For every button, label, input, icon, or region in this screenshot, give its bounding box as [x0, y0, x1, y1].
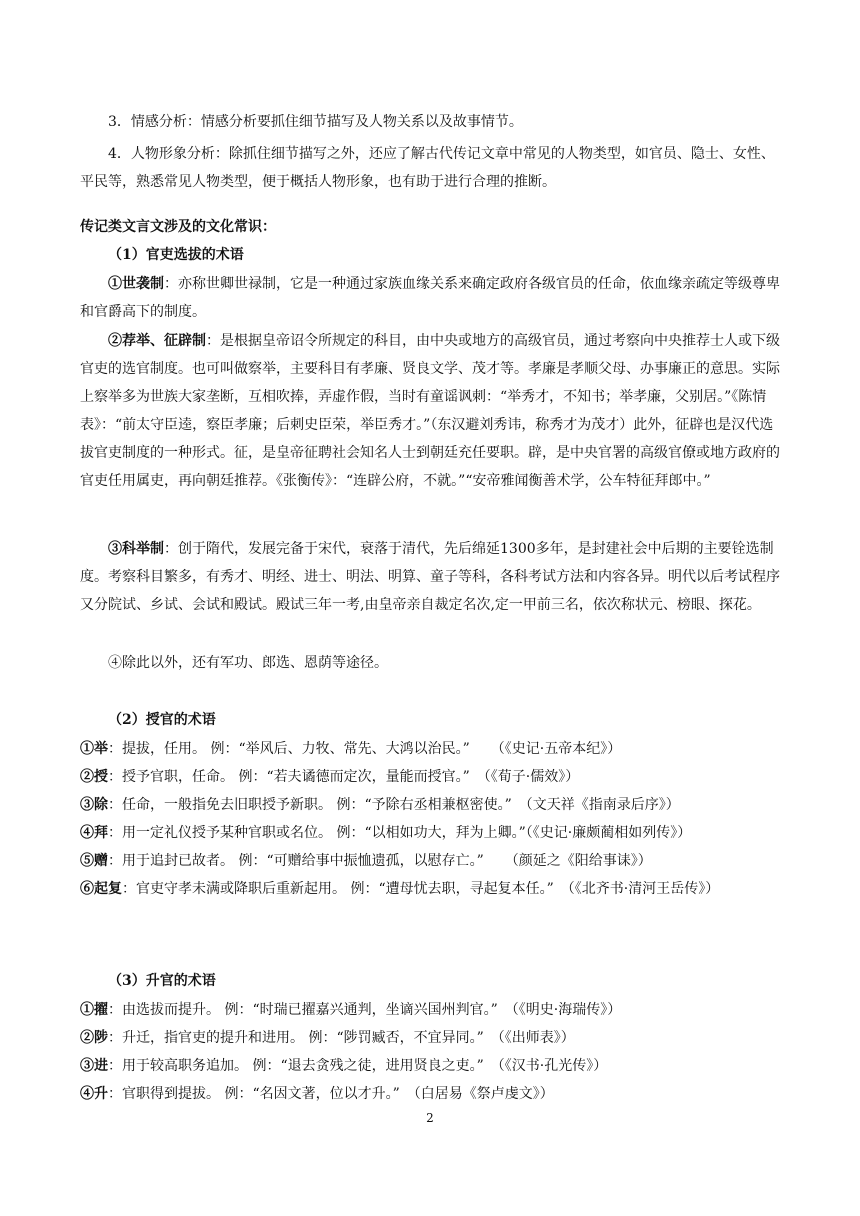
term-label: ②荐举、征辟制 [108, 333, 206, 349]
term-text: ：提拔，任用。 例：“举风后、力牧、常先、大鸿以治民。” （《史记·五帝本纪》） [108, 741, 622, 757]
section3-item-3 [80, 1052, 786, 1080]
term-text: ：亦称世卿世禄制，它是一种通过家族血缘关系来确定政府各级官员的任命，依血缘亲疏定等级尊卑和官爵高下的制度。 [80, 276, 780, 320]
term-text: ：创于隋代，发展完备于宋代，衰落于清代，先后绵延1300多年，是封建社会中后期的主要铨选制度。考察科目繁多，有秀才、明经、进士、明法、明算、童子等科，各科考试方法和内容各异。明代以后考试程序又分院试、乡试、会试和殿试。殿试三年一考,由皇帝亲自裁定名次,定一甲前三名，依次称状元、榜眼、探花。 [80, 541, 780, 613]
section2-item-3 [80, 791, 786, 819]
analysis-item-3: 3．情感分析：情感分析要抓住细节描写及人物关系以及故事情节。 [108, 114, 523, 130]
section3-item-2 [80, 1024, 786, 1052]
analysis-item-4: 4．人物形象分析：除抓住细节描写之外，还应了解古代传记文章中常见的人物类型，如官员、隐士、女性、平民等，熟悉常见人物类型，便于概括人物形象，也有助于进行合理的推断。 [80, 146, 775, 190]
term-text: ：由选拔而提升。 例：“时瑞已擢嘉兴通判，坐谪兴国州判官。” （《明史·海瑞传》） [108, 1002, 622, 1018]
section1-item-3 [80, 535, 786, 619]
term-label: ②陟 [80, 1030, 108, 1046]
term-text: ：任命，一般指免去旧职授予新职。 例：“予除右丞相兼枢密使。” （文天祥《指南录后序》） [108, 797, 680, 813]
term-text: ：授予官职，任命。 例：“若夫谲德而定次，量能而授官。” （《荀子·儒效》） [108, 769, 580, 785]
culture-heading: 传记类文言文涉及的文化常识： [80, 219, 276, 235]
term-label: ②授 [80, 769, 108, 785]
term-label: ⑥起复 [80, 881, 122, 897]
term-text: ：用于追封已故者。 例：“可赠给事中振恤遗孤，以慰存亡。” （颜延之《阳给事诔》） [108, 853, 652, 869]
term-label: ①举 [80, 741, 108, 757]
term-text: ：官吏守孝未满或降职后重新起用。 例：“遭母忧去职，寻起复本任。” （《北齐书·清河王岳传》） [122, 881, 720, 897]
term-label: ①世袭制 [108, 276, 164, 292]
section3-item-1 [80, 996, 786, 1024]
section2-item-4 [80, 819, 786, 847]
term-text: ：官职得到提拔。 例：“名因文著，位以才升。” （白居易《祭卢虔文》） [108, 1086, 554, 1102]
section1-item-4: ④除此以外，还有军功、郎选、恩荫等途径。 [108, 655, 388, 671]
term-text: ：升迁，指官吏的提升和进用。 例：“陟罚臧否，不宜异同。” （《出师表》） [108, 1030, 575, 1046]
term-label: ④拜 [80, 825, 108, 841]
term-label: ③除 [80, 797, 108, 813]
section2-item-2 [80, 763, 786, 791]
section1-item-1 [80, 270, 786, 326]
section2-item-1 [80, 735, 786, 763]
section3-item-4 [80, 1080, 786, 1108]
section1-title: （1）官吏选拔的术语 [108, 247, 244, 263]
term-text: ：是根据皇帝诏令所规定的科目，由中央或地方的高级官员，通过考察向中央推荐士人或下级官吏的选官制度。也可叫做察举，主要科目有孝廉、贤良文学、茂才等。孝廉是孝顺父母、办事廉正的意思。实际上察举多为世族大家垄断，互相吹捧，弄虚作假，当时有童谣讽刺：“举秀才，不知书；举孝廉，父别居。”《陈情表》：“前太守臣逵，察臣孝廉；后刺史臣荣，举臣秀才。”（东汉避刘秀讳，称秀才为茂才）此外，征辟也是汉代选拔官吏制度的一种形式。征，是皇帝征聘社会知名人士到朝廷充任要职。辟，是中央官署的高级官僚或地方政府的官吏任用属吏，再向朝廷推荐。《张衡传》：“连辟公府，不就。”“安帝雅闻衡善术学，公车特征拜郎中。” [80, 333, 780, 489]
term-label: ①擢 [80, 1002, 108, 1018]
page-number: 2 [426, 1111, 434, 1125]
term-label: ⑤赠 [80, 853, 108, 869]
section1-item-2 [80, 327, 786, 495]
term-text: ：用于较高职务追加。 例：“退去贪残之徒，进用贤良之吏。” （《汉书·孔光传》） [108, 1058, 608, 1074]
term-text: ：用一定礼仪授予某种官职或名位。 例：“以相如功大，拜为上卿。”（《史记·廉颇蔺相如列传》） [108, 825, 692, 841]
section2-item-6 [80, 875, 786, 903]
section3-title: （3）升官的术语 [108, 973, 216, 989]
section2-item-5 [80, 847, 786, 875]
section2-title: （2）授官的术语 [108, 712, 216, 728]
term-label: ③科举制 [108, 541, 164, 557]
term-label: ④升 [80, 1086, 108, 1102]
term-label: ③进 [80, 1058, 108, 1074]
